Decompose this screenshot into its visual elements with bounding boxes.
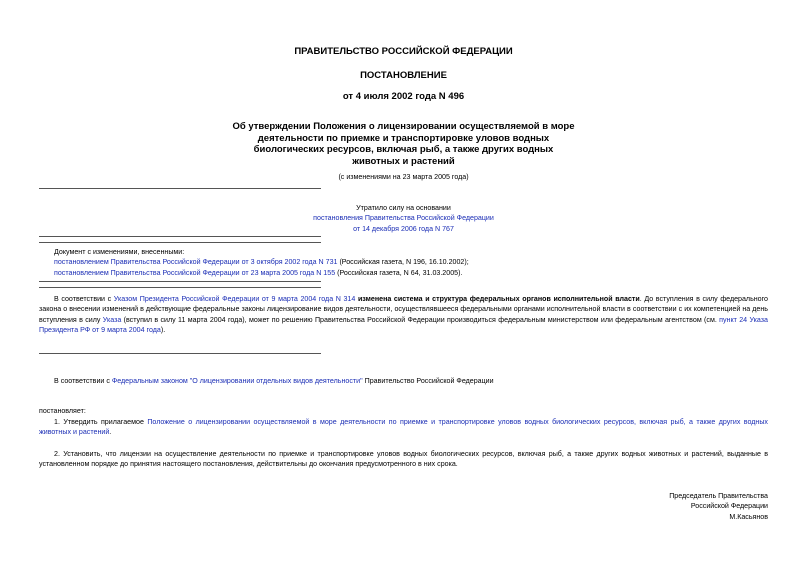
basis-text: В соответствии с [54,377,112,385]
title-line: биологических ресурсов, включая рыб, а также других водных [253,144,554,155]
item-2: 2. Установить, что лицензии на осуществление деятельности по приемке и транспортировке уловов водных биологических ресурсов, включая рыб, а также других водных животных и растений, выданные в установленном порядке до принятия настоящего постановления, действительны до окончания предусмотренного в них срока. [39,450,768,469]
divider [39,281,321,282]
doc-type-heading: ПОСТАНОВЛЕНИЕ [360,70,447,81]
federal-law-link[interactable]: Федеральным законом "О лицензировании отдельных видов деятельности" [111,377,363,385]
amendments-heading: Документ с изменениями, внесенными: [54,248,185,256]
repeal-link[interactable]: постановления Правительства Российской Федерации [313,214,494,223]
editorial-note [39,294,768,335]
issuer-heading: ПРАВИТЕЛЬСТВО РОССИЙСКОЙ ФЕДЕРАЦИИ [294,46,513,57]
title-line: Об утверждении Положения о лицензировании осуществляемой в море [232,121,575,132]
amendment-item [54,257,774,267]
note-text: ). [160,325,166,334]
signature-line: Российской Федерации [690,502,768,511]
amendment-item [54,268,774,278]
amendment-link[interactable]: постановлением Правительства Российской Федерации от 23 марта 2005 года N 155 [54,268,336,277]
decree-short-link[interactable]: Указа [102,315,122,324]
item-text: 1. Утвердить прилагаемое [54,418,148,426]
decree-link[interactable]: Указом Президента Российской Федерации от 9 марта 2004 года N 314 [113,295,356,303]
repeal-block [0,203,807,234]
divider [39,287,321,288]
basis-paragraph [54,376,768,386]
note-text: В соответствии с [54,295,114,303]
title-line: животных и растений [352,155,455,167]
divider [39,353,321,354]
document-title [0,121,807,167]
amendments-block [54,247,774,278]
amended-note: (с изменениями на 23 марта 2005 года) [338,173,469,181]
regulation-link[interactable]: Положение о лицензировании осуществляемой в море деятельности по приемке и транспортировке уловов водных биологических ресурсов, включая рыб, а также других водных животных и растений [39,418,768,437]
date-number-heading: от 4 июля 2002 года N 496 [342,91,465,102]
note-text: . До вступления в силу федерального закона о внесении изменений в действующие федеральные законы лицензирование видов деятельности, осуществлявшееся федеральными органами исполнительной власти в соответствии с их компетенцией на день вступления в силу [39,295,769,324]
divider [39,236,321,237]
item-text: . [109,428,112,437]
decree-item-link[interactable]: пункт 24 Указа Президента РФ от 9 марта 2004 года [39,315,768,334]
amendment-link[interactable]: постановлением Правительства Российской Федерации от 3 октября 2002 года N 731 [54,258,338,267]
item-1 [39,417,768,438]
note-bold-text: изменена система и структура федеральных органов исполнительной власти [355,295,640,303]
repeal-link-date[interactable]: от 14 декабря 2006 года N 767 [353,224,454,233]
divider [39,188,321,189]
title-line: деятельности по приемке и транспортировке уловов водных [257,132,550,144]
resolves-text: постановляет: [39,407,86,415]
basis-text: Правительство Российской Федерации [362,377,494,385]
amendment-source: (Российская газета, N 196, 16.10.2002); [337,258,469,267]
repeal-text: Утратило силу на основании [356,204,451,212]
amendment-source: (Российская газета, N 64, 31.03.2005). [335,268,463,277]
signature-line: Председатель Правительства [669,492,768,500]
note-text: (вступил в силу 11 марта 2004 года), может по решению Правительства Российской Федерации производиться федеральным министерством или федеральным агентством (см. [121,315,720,324]
signature-name: М.Касьянов [729,512,768,521]
signature-block [669,491,768,522]
divider [39,242,321,243]
